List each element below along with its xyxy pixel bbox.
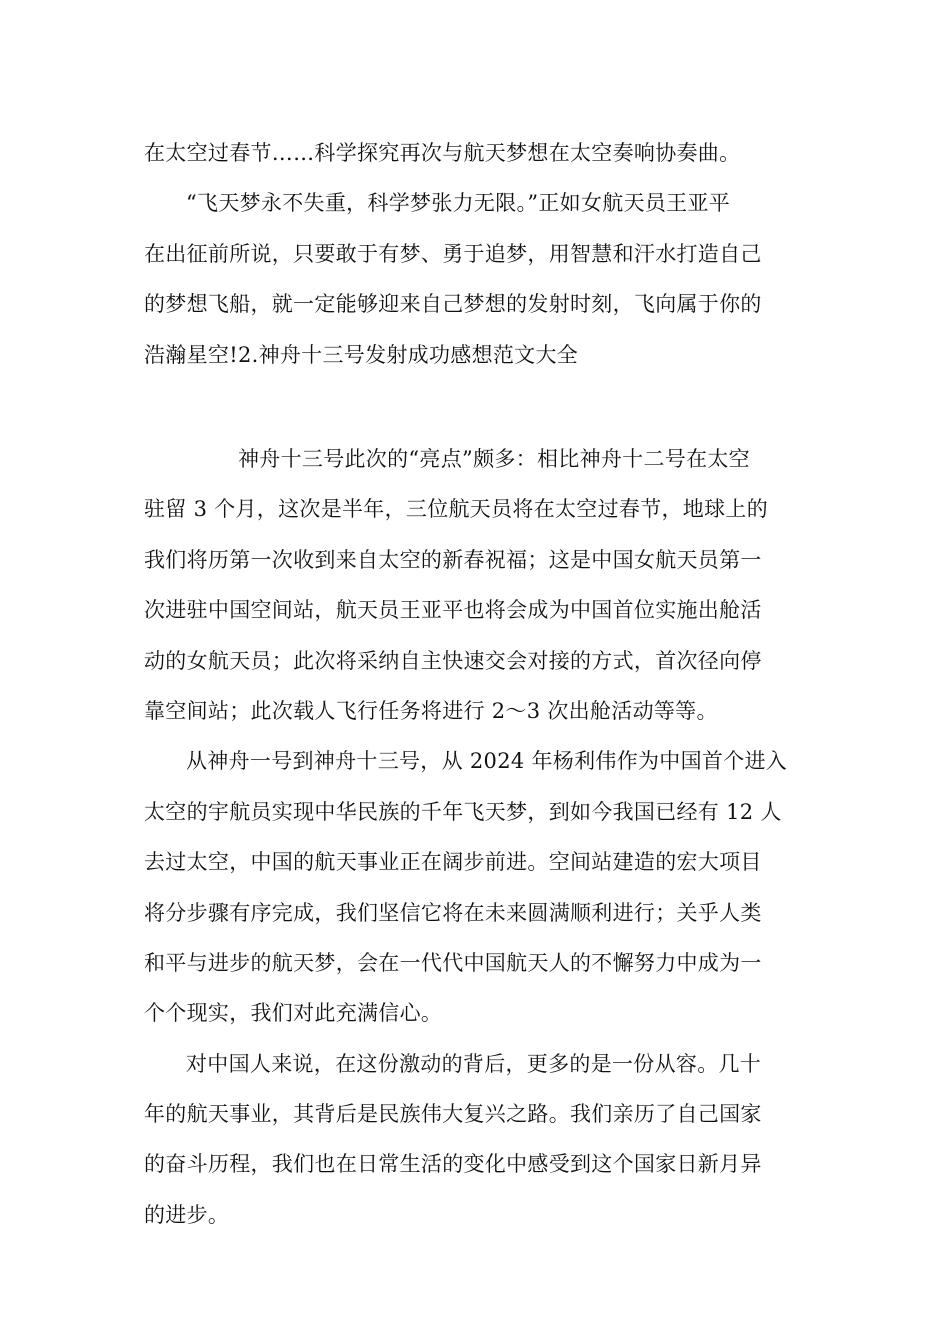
text-line: 去过太空，中国的航天事业正在阔步前进。空间站建造的宏大项目: [144, 850, 762, 875]
text-line: 在出征前所说，只要敢于有梦、勇于追梦，用智慧和汗水打造自己: [144, 241, 762, 266]
text-block-1: [144, 128, 808, 380]
text-line: 的进步。: [144, 1202, 230, 1227]
text-line: 个个现实，我们对此充满信心。: [144, 1001, 443, 1026]
text-line: 驻留 3 个月，这次是半年，三位航天员将在太空过春节，地球上的: [144, 497, 769, 522]
text-line: 从神舟一号到神舟十三号，从 2024 年杨利伟作为中国首个进入: [186, 749, 788, 774]
text-line: 动的女航天员；此次将采纳自主快速交会对接的方式，首次径向停: [144, 648, 762, 673]
text-line: 次进驻中国空间站，航天员王亚平也将会成为中国首位实施出舱活: [144, 598, 762, 623]
text-line: 的奋斗历程，我们也在日常生活的变化中感受到这个国家日新月异: [144, 1152, 762, 1177]
text-line: 年的航天事业，其背后是民族伟大复兴之路。我们亲历了自己国家: [144, 1102, 762, 1127]
text-line: 的梦想飞船，就一定能够迎来自己梦想的发射时刻，飞向属于你的: [144, 292, 762, 317]
text-line: 我们将历第一次收到来自太空的新春祝福；这是中国女航天员第一: [144, 547, 762, 572]
text-block-2: [144, 434, 808, 1240]
text-line: 将分步骤有序完成，我们坚信它将在未来圆满顺利进行；关乎人类: [144, 900, 762, 925]
text-line: 靠空间站；此次载人飞行任务将进行 2～3 次出舱活动等等。: [144, 698, 718, 723]
text-line: 在太空过春节……科学探究再次与航天梦想在太空奏响协奏曲。: [144, 141, 741, 165]
text-line: 和平与进步的航天梦，会在一代代中国航天人的不懈努力中成为一: [144, 950, 762, 975]
text-line: “飞天梦永不失重，科学梦张力无限。”正如女航天员王亚平: [186, 191, 731, 216]
text-line: 浩瀚星空!2.神舟十三号发射成功感想范文大全: [144, 342, 579, 367]
text-line: 太空的宇航员实现中华民族的千年飞天梦，到如今我国已经有 12 人: [144, 799, 782, 824]
text-line: 对中国人来说，在这份激动的背后，更多的是一份从容。几十: [186, 1051, 762, 1076]
text-line: 神舟十三号此次的“亮点”颇多：相比神舟十二号在太空: [238, 447, 750, 471]
